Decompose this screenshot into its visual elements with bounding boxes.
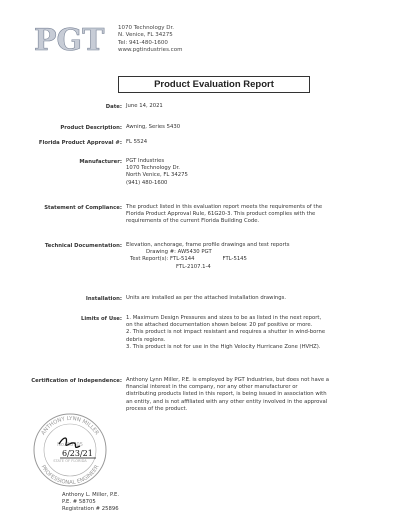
certification-line: financial interest in the company, nor any other manufacturer or — [126, 384, 298, 391]
fl-approval-value: FL 5524 — [126, 139, 148, 145]
limits-line: 2. This product is not impact resistant and requires a shutter in wind-borne — [126, 329, 326, 336]
limits-label: Limits of Use: — [80, 316, 122, 322]
address-line: www.pgtindustries.com — [118, 47, 183, 54]
seal-state: STATE OF FLORIDA — [53, 459, 87, 463]
engineer-license: P.E. # 58705 — [62, 499, 96, 506]
certification-line: process of the product. — [126, 405, 188, 412]
description-value: Awning, Series 5430 — [126, 124, 181, 130]
technical-line: Elevation, anchorage, frame profile drawings and test reports — [126, 242, 290, 248]
engineer-info — [62, 492, 119, 514]
certification-line: Anthony Lynn Miller, P.E. is employed by PGT Industries, but does not have a — [126, 377, 330, 383]
date-value: June 14, 2021 — [126, 103, 163, 109]
company-address — [118, 25, 182, 55]
fl-approval-label: Florida Product Approval #: — [38, 140, 122, 146]
test-report-ref: FTL-5145 — [222, 256, 247, 263]
limits-line: 1. Maximum Design Pressures and sizes to be as listed in the next report, — [126, 315, 322, 321]
manufacturer-block — [126, 158, 188, 187]
description-label: Product Description: — [60, 125, 122, 131]
test-report-row — [126, 256, 356, 263]
pgt-logo — [32, 24, 114, 54]
test-report-extra: FTL-2107.1-4 — [176, 263, 211, 270]
certification-block — [126, 377, 356, 413]
address-line: 1070 Technology Dr. — [118, 25, 175, 31]
logo-text: PGT — [34, 24, 105, 54]
certification-line: an entity, and is not affiliated with any other entity involved in the approval — [126, 398, 328, 405]
date-label: Date: — [105, 104, 122, 110]
installation-value: Units are installed as per the attached installation drawings. — [126, 295, 287, 301]
address-line: N. Venice, FL 34275 — [118, 32, 173, 39]
compliance-line: The product listed in this evaluation report meets the requirements of the — [126, 204, 323, 210]
address-line: Tel: 941-480-1600 — [118, 39, 168, 46]
compliance-label: Statement of Compliance: — [44, 205, 122, 211]
manufacturer-line: North Venice, FL 34275 — [126, 172, 188, 179]
manufacturer-label: Manufacturer: — [79, 159, 122, 165]
svg-text:PROFESSIONAL ENGINEER — [40, 464, 101, 486]
seal-title: PROFESSIONAL ENGINEER — [39, 464, 101, 487]
signature-date: 6/23/21 — [62, 449, 93, 458]
signature-icon — [56, 434, 106, 460]
seal-number: No. 58705 — [57, 442, 83, 448]
compliance-line: Florida Product Approval Rule, 61G20-3. This product complies with the — [126, 211, 316, 218]
manufacturer-line: PGT Industries — [126, 158, 165, 164]
drawing-line: Drawing #: AW5430 PGT — [146, 249, 212, 256]
limits-line: 3. This product is not for use in the High Velocity Hurricane Zone (HVHZ). — [126, 343, 321, 350]
manufacturer-line: 1070 Technology Dr. — [126, 165, 180, 172]
technical-block — [126, 242, 356, 271]
technical-label: Technical Documentation: — [44, 243, 122, 249]
limits-block — [126, 315, 356, 351]
report-title: Product Evaluation Report — [118, 76, 310, 93]
engineer-registration: Registration # 25896 — [62, 506, 119, 513]
engineer-name: Anthony L. Miller, P.E. — [62, 492, 120, 498]
compliance-line: requirements of the current Florida Building Code. — [126, 218, 260, 225]
limits-line: debris regions. — [126, 336, 166, 343]
compliance-block — [126, 204, 356, 226]
certification-label: Certification of Independence: — [31, 378, 122, 384]
test-report: Test Report(s): FTL-5144 — [130, 256, 195, 263]
certification-line: distributing products listed in this report, is being issued in association with — [126, 391, 327, 398]
seal-name: ANTHONY LYNN MILLER — [40, 415, 100, 437]
manufacturer-line: (941) 480-1600 — [126, 179, 168, 186]
installation-label: Installation: — [85, 296, 122, 302]
limits-line: on the attached documentation shown below: 20 psf positive or more. — [126, 322, 313, 329]
